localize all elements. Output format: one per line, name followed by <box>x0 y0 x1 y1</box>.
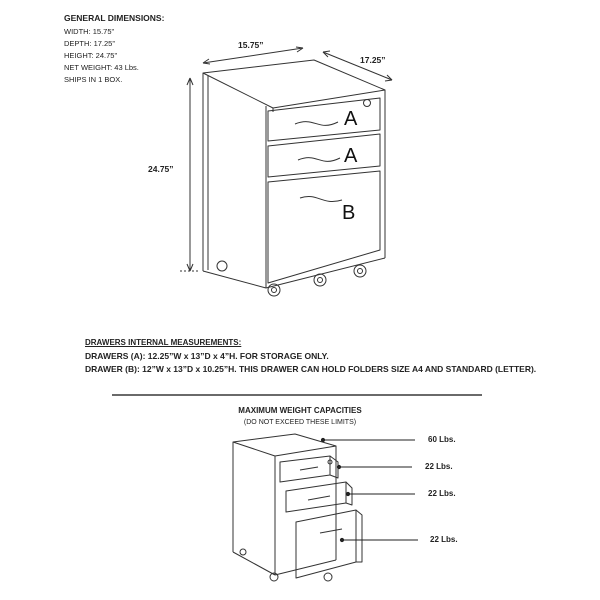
drawers-internal-title: DRAWERS INTERNAL MEASUREMENTS: <box>85 338 242 347</box>
height-spec: HEIGHT: 24.75” <box>64 51 117 60</box>
cabinet-drawing <box>203 60 385 296</box>
net-weight-spec: NET WEIGHT: 43 Lbs. <box>64 63 139 72</box>
drawer-b-spec: DRAWER (B): 12”W x 13”D x 10.25”H. THIS DRAWER CAN HOLD FOLDERS SIZE A4 AND STANDARD (LETTER). <box>85 364 537 374</box>
top-weight-label: 60 Lbs. <box>428 435 456 444</box>
ships-spec: SHIPS IN 1 BOX. <box>64 75 123 84</box>
dimension-lines <box>180 47 392 271</box>
width-spec: WIDTH: 15.75” <box>64 27 115 36</box>
drawer1-weight-label: 22 Lbs. <box>425 462 453 471</box>
max-weight-subtitle: (DO NOT EXCEED THESE LIMITS) <box>243 419 357 426</box>
depth-dimension-label: 17.25” <box>360 55 386 65</box>
general-dimensions-title: GENERAL DIMENSIONS: <box>64 13 165 23</box>
drawer-label-a-upper: A <box>344 108 358 130</box>
max-weight-title: MAXIMUM WEIGHT CAPACITIES <box>238 406 362 415</box>
drawers-a-spec: DRAWERS (A): 12.25”W x 13”D x 4”H. FOR STORAGE ONLY. <box>85 351 329 361</box>
height-dimension-label: 24.75” <box>148 164 174 174</box>
drawer-label-a-lower: A <box>344 145 358 167</box>
width-dimension-label: 15.75” <box>238 40 264 50</box>
open-cabinet-drawing <box>233 434 362 581</box>
drawer-label-b: B <box>342 202 356 224</box>
depth-spec: DEPTH: 17.25” <box>64 39 115 48</box>
drawer3-weight-label: 22 Lbs. <box>430 535 458 544</box>
drawer2-weight-label: 22 Lbs. <box>428 489 456 498</box>
